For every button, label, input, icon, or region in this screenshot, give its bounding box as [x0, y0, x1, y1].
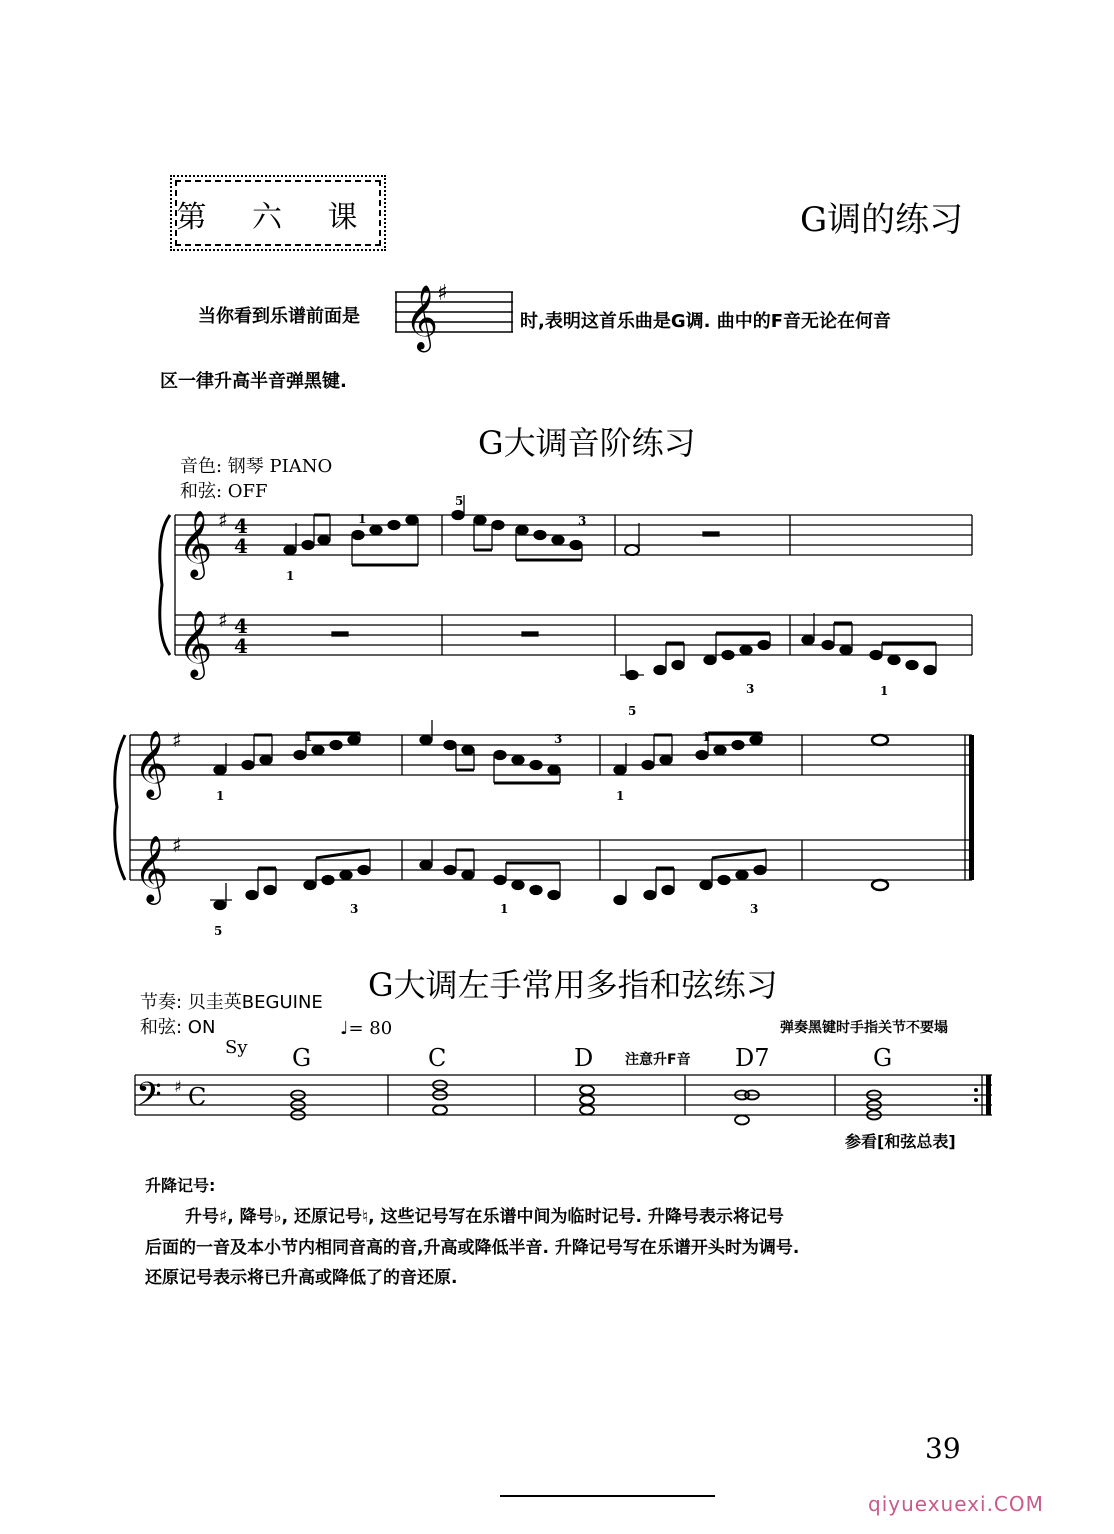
scale-exercise-title: G大调音阶练习 [478, 424, 696, 462]
svg-text:♯: ♯ [218, 608, 228, 632]
chord-score [130, 1070, 1000, 1125]
accidentals-line-2: 后面的一音及本小节内相同音高的音,升高或降低半音. 升降记号写在乐谱开头时为调号. [145, 1238, 800, 1258]
svg-text:4: 4 [234, 534, 248, 558]
accidentals-line-3: 还原记号表示将已升高或降低了的音还原. [145, 1268, 458, 1288]
chord-label: C [428, 1044, 447, 1072]
accidentals-heading: 升降记号: [145, 1176, 216, 1195]
svg-text:3: 3 [350, 902, 359, 916]
treble-clef-icon: 𝄞 [405, 285, 439, 350]
notes [210, 495, 936, 910]
svg-text:C: C [188, 1083, 207, 1111]
svg-text:1: 1 [286, 569, 295, 583]
chord-label: D [574, 1044, 594, 1072]
intro-text-after: 时,表明这首乐曲是G调. 曲中的F音无论在何音 [520, 311, 892, 332]
bass-clef-icon: 𝄢 [136, 1076, 162, 1122]
tempo-marking: ♩= 80 [340, 1018, 393, 1039]
svg-text:♯: ♯ [218, 508, 228, 532]
svg-text:1: 1 [304, 730, 313, 744]
svg-text:4: 4 [234, 614, 248, 638]
harmony-on-setting: 和弦: ON [140, 1017, 216, 1038]
site-watermark: qiyuexuexi.COM [868, 1492, 1044, 1516]
chord-label: G [292, 1044, 312, 1072]
svg-text:♯: ♯ [172, 728, 182, 752]
chord-table-reference: 参看[和弦总表] [845, 1132, 956, 1151]
key-signature-illustration [395, 278, 513, 348]
harmony-setting: 和弦: OFF [180, 481, 268, 502]
svg-text:3: 3 [746, 682, 755, 696]
svg-text:3: 3 [750, 902, 759, 916]
svg-text:𝄞: 𝄞 [178, 509, 213, 577]
svg-text:1: 1 [702, 730, 711, 744]
tone-setting: 音色: 钢琴 PIANO [180, 456, 333, 477]
svg-text:1: 1 [500, 902, 509, 916]
svg-text:1: 1 [358, 512, 367, 526]
sharp-icon: ♯ [174, 1077, 182, 1096]
intro-text-line2: 区一律升高半音弹黑键. [160, 371, 347, 392]
chord-exercise-title: G大调左手常用多指和弦练习 [368, 966, 778, 1004]
svg-text:4: 4 [234, 514, 248, 538]
accidentals-line-1: 升号♯, 降号♭, 还原记号♮, 这些记号写在乐谱中间为临时记号. 升降号表示将记号 [185, 1207, 784, 1227]
svg-text:4: 4 [234, 634, 248, 658]
sy-label: Sy [225, 1037, 248, 1058]
lesson-label: 第 六 课 [176, 200, 376, 235]
svg-text:1: 1 [880, 684, 889, 698]
sharp-f-note: 注意升F音 [625, 1052, 691, 1068]
svg-text:♯: ♯ [172, 833, 182, 857]
rhythm-setting: 节奏: 贝圭英BEGUINE [140, 992, 323, 1013]
svg-text:3: 3 [554, 732, 563, 746]
chord-label: D7 [735, 1044, 770, 1072]
svg-text:𝄞: 𝄞 [134, 729, 169, 797]
intro-text-before: 当你看到乐谱前面是 [198, 306, 360, 327]
sharp-icon: ♯ [437, 281, 448, 306]
scale-score [134, 494, 980, 938]
svg-text:1: 1 [616, 789, 625, 803]
svg-text:5: 5 [628, 704, 637, 718]
svg-text:𝄞: 𝄞 [134, 834, 169, 902]
svg-text:3: 3 [578, 514, 587, 528]
svg-text:5: 5 [214, 924, 223, 938]
brace-icon [160, 515, 170, 655]
page-number: 39 [925, 1432, 961, 1465]
svg-text:1: 1 [216, 789, 225, 803]
footer-rule [500, 1495, 715, 1497]
chord-label: G [873, 1044, 893, 1072]
svg-text:5: 5 [455, 494, 464, 508]
staff-lines [130, 515, 972, 880]
technique-note: 弹奏黑键时手指关节不要塌 [780, 1020, 948, 1036]
svg-text:𝄞: 𝄞 [178, 609, 213, 677]
chapter-title: G调的练习 [800, 200, 964, 240]
